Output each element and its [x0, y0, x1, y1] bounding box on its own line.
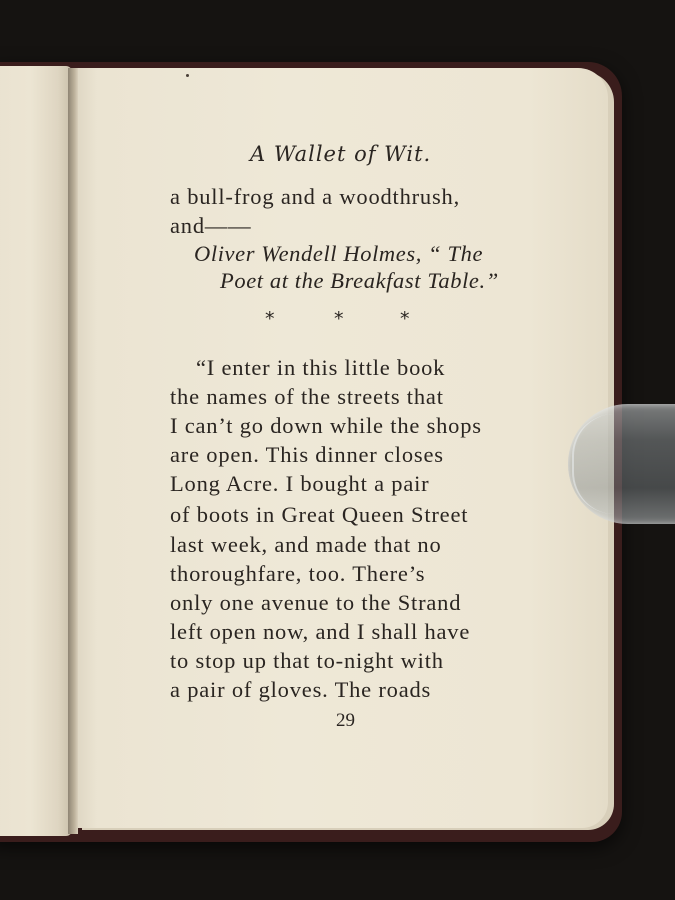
body-line: “I enter in this little book: [196, 355, 446, 380]
body-line: of boots in Great Queen Street: [170, 502, 469, 527]
running-head: A Wallet of Wit.: [250, 142, 432, 166]
body-line: a bull-frog and a woodthrush,: [170, 184, 461, 209]
body-line: Long Acre. I bought a pair: [170, 471, 430, 496]
body-line: only one avenue to the Strand: [170, 590, 462, 615]
left-page: [0, 66, 72, 836]
body-line: I can’t go down while the shops: [170, 413, 482, 438]
body-line: a pair of gloves. The roads: [170, 677, 432, 702]
attribution-line: Oliver Wendell Holmes, “ The: [194, 241, 484, 266]
asterism-star: *: [400, 308, 410, 330]
body-line: the names of the streets that: [170, 384, 444, 409]
body-line: left open now, and I shall have: [170, 619, 471, 644]
body-line: to stop up that to-night with: [170, 648, 444, 673]
body-line: last week, and made that no: [170, 532, 442, 557]
book-gutter: [68, 68, 78, 834]
paper-speck: [186, 74, 189, 77]
attribution-line: Poet at the Breakfast Table.”: [220, 268, 499, 293]
body-line: thoroughfare, too. There’s: [170, 561, 426, 586]
asterism-star: *: [334, 308, 344, 330]
asterism-star: *: [265, 308, 275, 330]
body-line: and——: [170, 213, 252, 238]
page-number: 29: [336, 710, 355, 731]
body-line: are open. This dinner closes: [170, 442, 444, 467]
